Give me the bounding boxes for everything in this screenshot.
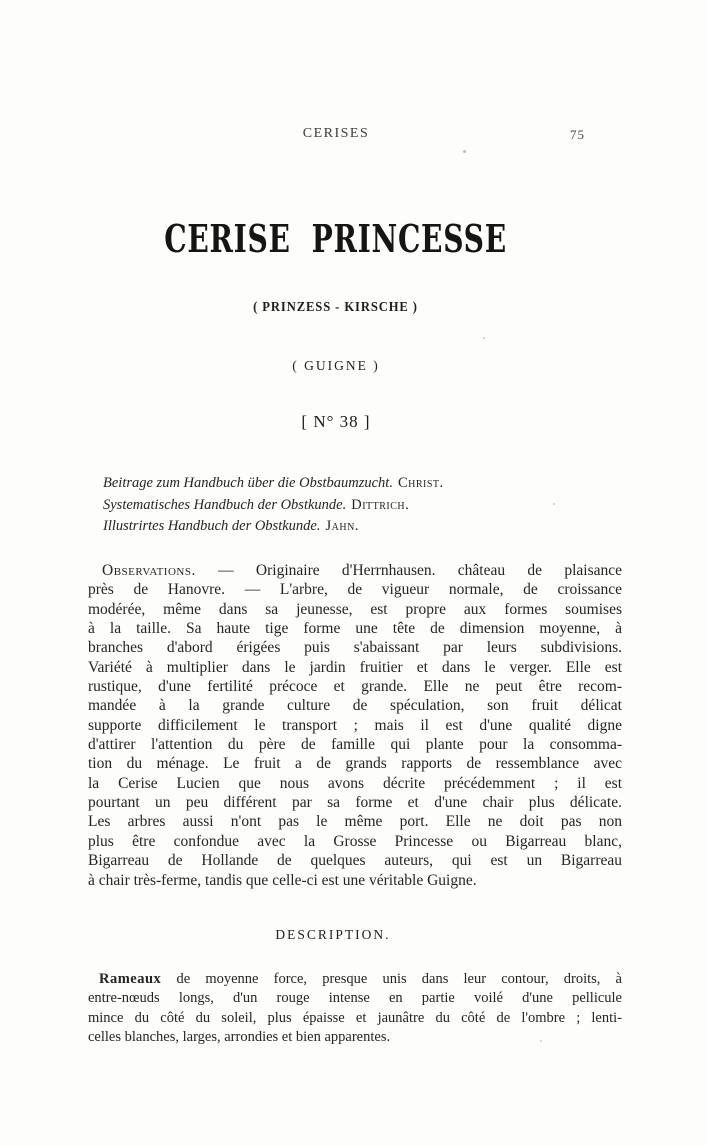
synonym-subtitle [88, 300, 584, 316]
text-line [88, 561, 622, 580]
article-title [88, 216, 584, 261]
text-line [88, 970, 622, 989]
bibliography-list [103, 473, 603, 538]
text-line: modérée, même dans sa jeunesse, est propre aux formes soumises [88, 600, 622, 618]
text-line: à la taille. Sa haute tige forme une tête de dimension moyenne, à [88, 620, 622, 638]
variety-number: [ N° 38 ] [301, 412, 371, 431]
work-title: Beitrage zum Handbuch über die Obstbaumzucht. [103, 475, 393, 491]
running-title: CERISES [302, 126, 370, 141]
page-header [88, 126, 622, 146]
bibliography-entry [103, 473, 603, 495]
fruit-type-subtitle: ( GUIGNE ) [292, 358, 380, 373]
scan-speck [540, 1040, 542, 1042]
text-line: à chair très-ferme, tandis que celle-ci est une véritable Guigne. [88, 871, 477, 889]
scan-speck [483, 337, 485, 339]
synonym-subtitle-text: ( PRINZESS - KIRSCHE ) [253, 300, 419, 315]
text-line: Les arbres aussi n'ont pas le même port. Elle ne doit pas non [88, 813, 622, 831]
text-line: mince du côté du soleil, plus épaisse et jaunâtre du côté de l'ombre ; lenti- [88, 1009, 622, 1026]
text-line: celles blanches, larges, arrondies et bien apparentes. [88, 1029, 391, 1046]
text-line: la Cerise Lucien que nous avons décrite précédemment ; il est [88, 774, 622, 792]
paragraph-lead: Rameaux [99, 971, 162, 987]
text-line: supporte difficilement le transport ; mais il est d'une qualité digne [88, 716, 622, 734]
paragraph-lead: Observations. [102, 562, 196, 579]
description-heading: DESCRIPTION. [275, 927, 391, 942]
text-line: Variété à multiplier dans le jardin fruitier et dans le verger. Elle est [88, 658, 622, 676]
page-number: 75 [570, 127, 585, 142]
text-line: près de Hanovre. — L'arbre, de vigueur normale, de croissance [88, 581, 622, 599]
author-name: Jahn. [325, 518, 359, 535]
text-line: tion du ménage. Le fruit a de grands rapports de ressemblance avec [88, 755, 622, 773]
work-title: Systematisches Handbuch der Obstkunde. [103, 496, 347, 513]
text-line: d'attirer l'attention du père de famille qui plante pour la consomma- [88, 736, 622, 754]
scan-speck [463, 150, 466, 153]
text-line: plus être confondue avec la Grosse Princesse ou Bigarreau blanc, [88, 832, 622, 850]
bibliography-entry [103, 495, 603, 517]
rameaux-paragraph [88, 970, 622, 1048]
text-line: rustique, d'une fertilité précoce et grande. Elle ne peut être recom- [88, 678, 622, 696]
text-line: branches d'abord érigées puis s'abaissant par leurs subdivisions. [88, 639, 622, 657]
article-title-text: CERISE PRINCESSE [164, 216, 508, 261]
work-title: Illustrirtes Handbuch der Obstkunde. [103, 518, 321, 535]
author-name: Christ. [397, 475, 444, 491]
text-line: entre-nœuds longs, d'un rouge intense en partie voilé d'une pellicule [88, 990, 622, 1007]
observations-paragraph [88, 561, 622, 890]
text-line: pourtant un peu différent par sa forme et d'une chair plus délicate. [88, 794, 622, 812]
paragraph-text: — Originaire d'Herrnhausen. château de plaisance [195, 562, 622, 579]
paragraph-text: de moyenne force, presque unis dans leur contour, droits, à [161, 971, 622, 987]
scan-speck [553, 503, 555, 505]
bibliography-entry [103, 516, 603, 538]
text-line: Bigarreau de Hollande de quelques auteurs, qui est un Bigarreau [88, 852, 622, 870]
author-name: Dittrich. [351, 496, 410, 513]
text-line: mandée à la grande culture de spéculation, son fruit délicat [88, 697, 622, 715]
